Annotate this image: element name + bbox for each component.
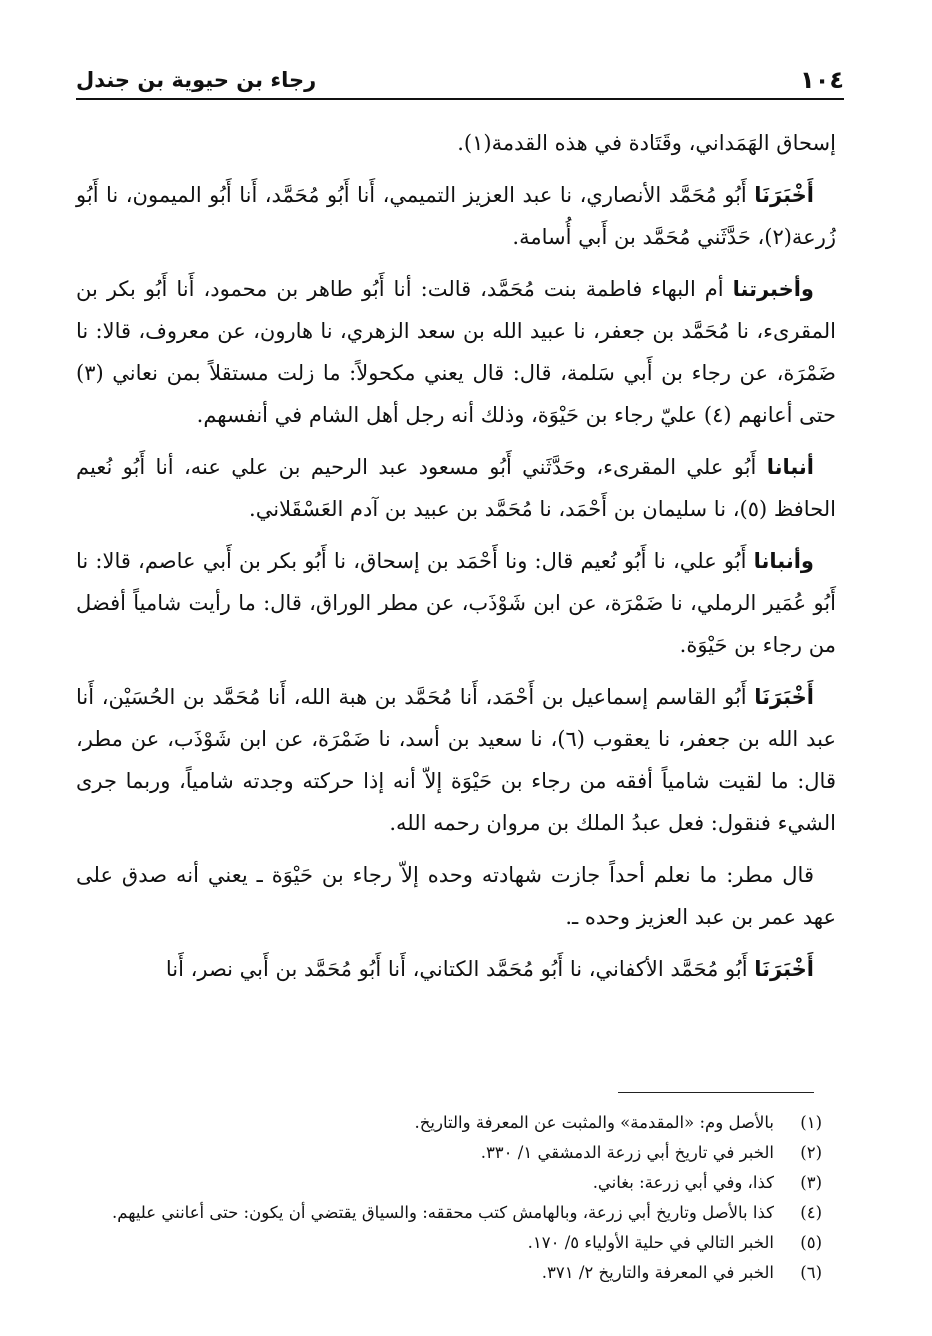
paragraph-lead-word: وأخبرتنا [732, 277, 814, 301]
footnote-number: (١) [800, 1113, 822, 1132]
main-text [76, 122, 836, 1000]
footnote-number: (٦) [800, 1263, 822, 1282]
paragraph [76, 676, 836, 844]
page-number: ١٠٤ [800, 66, 844, 94]
footnote-text: كذا، وفي أبي زرعة: بغاني. [592, 1173, 774, 1192]
footnote-number: (٣) [800, 1173, 822, 1192]
footnote-number: (٢) [800, 1143, 822, 1162]
paragraph [76, 122, 836, 164]
paragraph-lead-word: أنبانا [766, 455, 814, 479]
footnote-number: (٥) [800, 1233, 822, 1252]
footnote [80, 1198, 822, 1228]
footnote-text: كذا بالأصل وتاريخ أبي زرعة، وبالهامش كتب محققه: والسياق يقتضي أن يكون: حتى أعانني عليهم. [111, 1203, 774, 1222]
footnote [80, 1108, 822, 1138]
paragraph-lead-word: أَخْبَرَنَا [754, 685, 814, 709]
footnote-number: (٤) [800, 1203, 822, 1222]
paragraph [76, 446, 836, 530]
paragraph [76, 540, 836, 666]
paragraph-text: أَبُو القاسم إسماعيل بن أَحْمَد، أَنا مُحَمَّد بن هبة الله، أَنا مُحَمَّد بن الحُسَيْن، أَنا عبد الله بن جعفر، نا يعقوب (٦)، نا سعيد بن أسد، نا ضَمْرَة، عن ابن شَوْذَب، عن مطر، قال: ما لقيت شامياً أفقه من رجاء بن حَيْوَة إلاّ أنه إذا حركته وجدته شامياً، وربما جرى الشيء فنقول: فعل عبدُ الملك بن مروان رحمه الله. [76, 685, 836, 835]
footnote-text: الخبر في المعرفة والتاريخ ٢/ ٣٧١. [541, 1263, 774, 1282]
paragraph-text: أَبُو علي المقرىء، وحَدَّثَني أَبُو مسعود عبد الرحيم بن علي عنه، أنا أَبُو نُعيم الحافظ (٥)، نا سليمان بن أَحْمَد، نا مُحَمَّد بن عبيد بن آدم العَسْقَلاني. [76, 455, 836, 521]
footnote-text: الخبر التالي في حلية الأولياء ٥/ ١٧٠. [527, 1233, 774, 1252]
paragraph [76, 948, 836, 990]
paragraph-text: أم البهاء فاطمة بنت مُحَمَّد، قالت: أنا أَبُو طاهر بن محمود، أَنا أَبُو بكر بن المقرىء، نا مُحَمَّد بن جعفر، نا عبيد الله بن سعد الزهري، نا هارون، عن معروف، قالا: نا ضَمْرَة، عن رجاء بن أَبي سَلمة، قال: قال يعني مكحولاً: ما زلت مستقلاً بمن نعاني (٣) حتى أعانهم (٤) عليّ رجاء بن حَيْوَة، وذلك أنه رجل أهل الشام في أنفسهم. [76, 277, 836, 427]
footnote [80, 1138, 822, 1168]
paragraph-text: أَبُو علي، نا أَبُو نُعيم قال: ونا أَحْمَد بن إسحاق، نا أَبُو بكر بن أَبي عاصم، قالا: نا أَبُو عُمَير الرملي، نا ضَمْرَة، عن ابن شَوْذَب، عن مطر الوراق، قال: ما رأيت شامياً أفضل من رجاء بن حَيْوَة. [76, 549, 836, 657]
page-header [76, 62, 844, 100]
footnote-separator [618, 1092, 814, 1093]
footnote [80, 1168, 822, 1198]
paragraph-lead-word: أَخْبَرَنَا [754, 957, 814, 981]
footnote-text: بالأصل وم: «المقدمة» والمثبت عن المعرفة والتاريخ. [414, 1113, 774, 1132]
paragraph-text: قال مطر: ما نعلم أحداً جازت شهادته وحده إلاّ رجاء بن حَيْوَة ـ يعني أنه صدق على عهد عمر بن عبد العزيز وحده ـ. [76, 863, 836, 929]
footnotes [80, 1108, 822, 1288]
running-title: رجاء بن حيوية بن جندل [76, 68, 317, 92]
paragraph-lead-word: أَخْبَرَنَا [754, 183, 814, 207]
paragraph-text: أَبُو مُحَمَّد الأكفاني، نا أَبُو مُحَمَّد الكتاني، أَنا أَبُو مُحَمَّد بن أَبي نصر، أَنا [165, 957, 755, 981]
footnote-text: الخبر في تاريخ أبي زرعة الدمشقي ١/ ٣٣٠. [480, 1143, 774, 1162]
paragraph-text: أَبُو مُحَمَّد الأنصاري، نا عبد العزيز التميمي، أَنا أَبُو مُحَمَّد، أَنا أَبُو الميمون، نا أَبُو زُرعة(٢)، حَدَّثَني مُحَمَّد بن أَبي أُسامة. [76, 183, 836, 249]
paragraph-text: إسحاق الهَمَداني، وقَتَادة في هذه القدمة(١). [457, 131, 836, 155]
footnote [80, 1228, 822, 1258]
paragraph [76, 268, 836, 436]
paragraph [76, 854, 836, 938]
paragraph-lead-word: وأنبانا [753, 549, 814, 573]
paragraph [76, 174, 836, 258]
footnote [80, 1258, 822, 1288]
